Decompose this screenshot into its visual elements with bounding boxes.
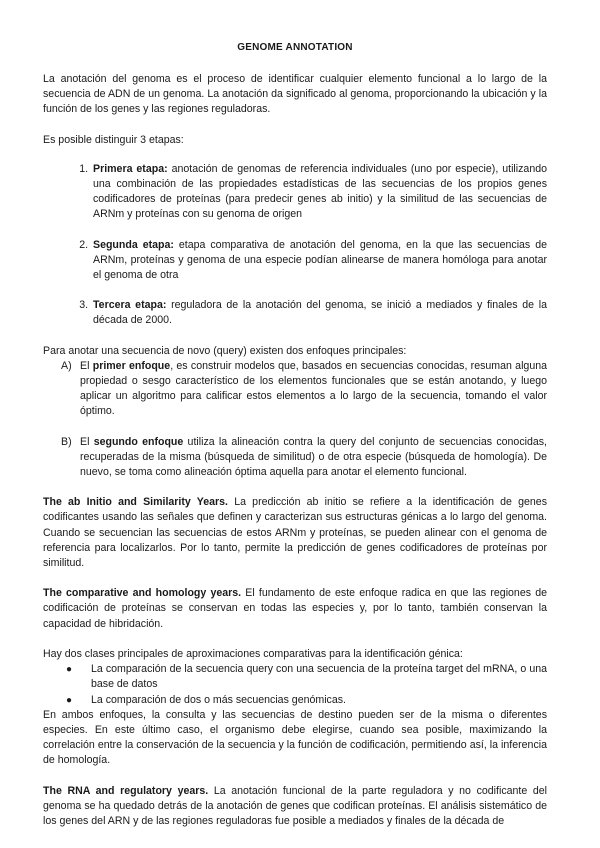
- stage-item: [91, 238, 547, 284]
- stage-label: Primera etapa:: [93, 162, 168, 175]
- class-item: [66, 693, 547, 708]
- stages-list: [43, 162, 547, 329]
- stage-item: [91, 162, 547, 223]
- bullet-icon: ●: [66, 664, 73, 676]
- stages-intro: Es posible distinguir 3 etapas:: [43, 133, 184, 146]
- class-text: La comparación de dos o más secuencias genómicas.: [91, 693, 346, 706]
- approach-body: utiliza la alineación contra la query del conjunto de secuencias conocidas, recuperadas de la misma (búsqueda de similitud) o de otra especie (búsqueda de homología). De nuevo, se toma como alineación óptima aquella para anotar el elemento funcional.: [80, 435, 547, 479]
- approach-bold: primer enfoque: [92, 359, 171, 372]
- rna-text: La anotación funcional de la parte reguladora y no codificante del genoma se ha quedado detrás de la anotación de genes que codifican proteínas. El análisis sistemático de los genes del ARN y de las regiones reguladoras fue posible a mediados y finales de la década de: [43, 784, 547, 827]
- classes-list: [43, 662, 547, 708]
- comparative-text: El fundamento de este enfoque radica en que las regiones de codificación de proteínas se conservan en todas las especies y, por lo tanto, también conservan la capacidad de hibridación.: [43, 587, 547, 630]
- class-item: [66, 662, 547, 692]
- approach-pre: El: [80, 435, 94, 448]
- approach-body: , es construir modelos que, basados en secuencias conocidas, resuman alguna propiedad o sesgo característico de los elementos funcionales que se están anotando, y luego aplicar un algoritmo para calificar estos elementos a lo largo de la secuencia, tomando el valor óptimo.: [80, 359, 547, 418]
- class-text: La comparación de la secuencia query con una secuencia de la proteína target del mRNA, o una base de datos: [91, 663, 547, 691]
- ab-initio-heading: The ab Initio and Similarity Years.: [43, 496, 229, 509]
- approach-pre: El: [80, 359, 93, 372]
- rna-heading: The RNA and regulatory years.: [43, 784, 209, 797]
- classes-followup: En ambos enfoques, la consulta y las secuencias de destino pueden ser de la misma o diferentes especies. En este último caso, el organismo debe elegirse, cuando sea posible, maximizando la correlación entre la conservación de la secuencia y la función de codificación, permitiendo así, la inferencia de homología.: [43, 708, 547, 767]
- stage-label: Segunda etapa:: [93, 238, 174, 251]
- approach-marker: B): [61, 435, 72, 448]
- rna-paragraph: [43, 784, 547, 830]
- ab-initio-text: La predicción ab initio se refiere a la identificación de genes codificantes usando las señales que definen y caracterizan sus estructuras génicas a lo largo del genoma. Cuando se secuencian las secuencias de estos ARNm y proteínas, se pueden alinear con el genoma de referencia para localizarlos. Por lo tanto, permite la predicción de genes codificadores de proteínas por similitud.: [43, 496, 547, 570]
- approach-item: [43, 359, 547, 420]
- stage-label: Tercera etapa:: [93, 299, 167, 312]
- stage-text: etapa comparativa de anotación del genoma, en la que las secuencias de ARNm, proteínas y genoma de una especie podían alinearse de manera homóloga para anotar el genoma de otra: [93, 238, 547, 282]
- bullet-icon: ●: [66, 694, 73, 706]
- intro-paragraph: La anotación del genoma es el proceso de identificar cualquier elemento funcional a lo largo de la secuencia de ADN de un genoma. La anotación da significado al genoma, proporcionando la ubicación y la función de los genes y las regiones reguladoras.: [43, 73, 547, 116]
- document-title: GENOME ANNOTATION: [237, 42, 353, 53]
- stage-item: [91, 298, 547, 328]
- comparative-heading: The comparative and homology years.: [43, 587, 242, 600]
- stage-text: anotación de genomas de referencia individuales (uno por especie), utilizando una combinación de las propiedades estadísticas de las secuencias de los propios genes codificadores de proteínas (para predecir genes ab initio) y la similitud de las secuencias de ARNm y proteínas con su genoma de origen: [93, 162, 547, 221]
- approach-text: [80, 435, 547, 481]
- comparative-paragraph: [43, 586, 547, 632]
- approach-bold: segundo enfoque: [93, 435, 184, 448]
- approach-text: [80, 359, 547, 420]
- stage-text: reguladora de la anotación del genoma, se inició a mediados y finales de la década de 2000.: [93, 299, 547, 327]
- classes-intro: Hay dos clases principales de aproximaciones comparativas para la identificación génica:: [43, 647, 463, 660]
- approach-item: [43, 435, 547, 481]
- approach-marker: A): [61, 359, 72, 372]
- approaches-intro: Para anotar una secuencia de novo (query) existen dos enfoques principales:: [43, 344, 407, 357]
- ab-initio-paragraph: [43, 495, 547, 571]
